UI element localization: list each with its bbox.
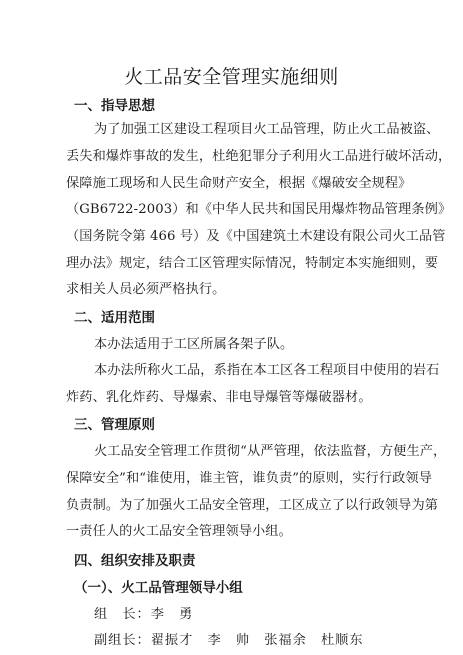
deputy-leader-line: 副组长：翟振才 李 帅 张福余 杜顺东 <box>94 633 364 648</box>
document-title: 火工品安全管理实施细则 <box>124 66 339 88</box>
section-heading-organization: 四、组织安排及职责 <box>74 553 196 569</box>
group-leader-line: 组 长：李 勇 <box>94 607 194 622</box>
paragraph-line: 保障安全”和“谁使用，谁主管，谁负责”的原则，实行行政领导 <box>66 471 432 486</box>
paragraph-line: 本办法所称火工品，系指在本工区各工程项目中使用的岩石 <box>94 363 440 378</box>
paragraph-line: 保障施工现场和人民生命财产安全，根据《爆破安全规程》 <box>66 176 412 191</box>
paragraph-line: 火工品安全管理工作贯彻“从严管理，依法监督，方便生产， <box>94 444 447 459</box>
section-heading-guiding-ideology: 一、指导思想 <box>74 98 155 114</box>
subsection-heading-leading-group: （一）、火工品管理领导小组 <box>74 580 243 596</box>
paragraph-line: （GB6722-2003）和《中华人民共和国民用爆炸物品管理条例》 <box>66 202 452 217</box>
paragraph-line: 理办法》规定，结合工区管理实际情况，特制定本实施细则，要 <box>66 256 439 271</box>
paragraph-line: 为了加强工区建设工程项目火工品管理，防止火工品被盗、 <box>94 122 440 137</box>
section-heading-scope: 二、适用范围 <box>74 310 155 326</box>
paragraph-line: 求相关人员必须严格执行。 <box>66 282 226 297</box>
paragraph-line: 丢失和爆炸事故的发生，杜绝犯罪分子利用火工品进行破坏活动， <box>66 149 452 164</box>
paragraph-line: 炸药、乳化炸药、导爆索、非电导爆管等爆破器材。 <box>66 390 372 405</box>
section-heading-principles: 三、管理原则 <box>74 417 155 433</box>
paragraph-line: 本办法适用于工区所属各架子队。 <box>94 337 294 352</box>
paragraph-line: 一责任人的火工品安全管理领导小组。 <box>66 524 292 539</box>
paragraph-line: （国务院令第 466 号）及《中国建筑土木建设有限公司火工品管 <box>66 229 446 244</box>
paragraph-line: 负责制。为了加强火工品安全管理，工区成立了以行政领导为第 <box>66 498 439 513</box>
